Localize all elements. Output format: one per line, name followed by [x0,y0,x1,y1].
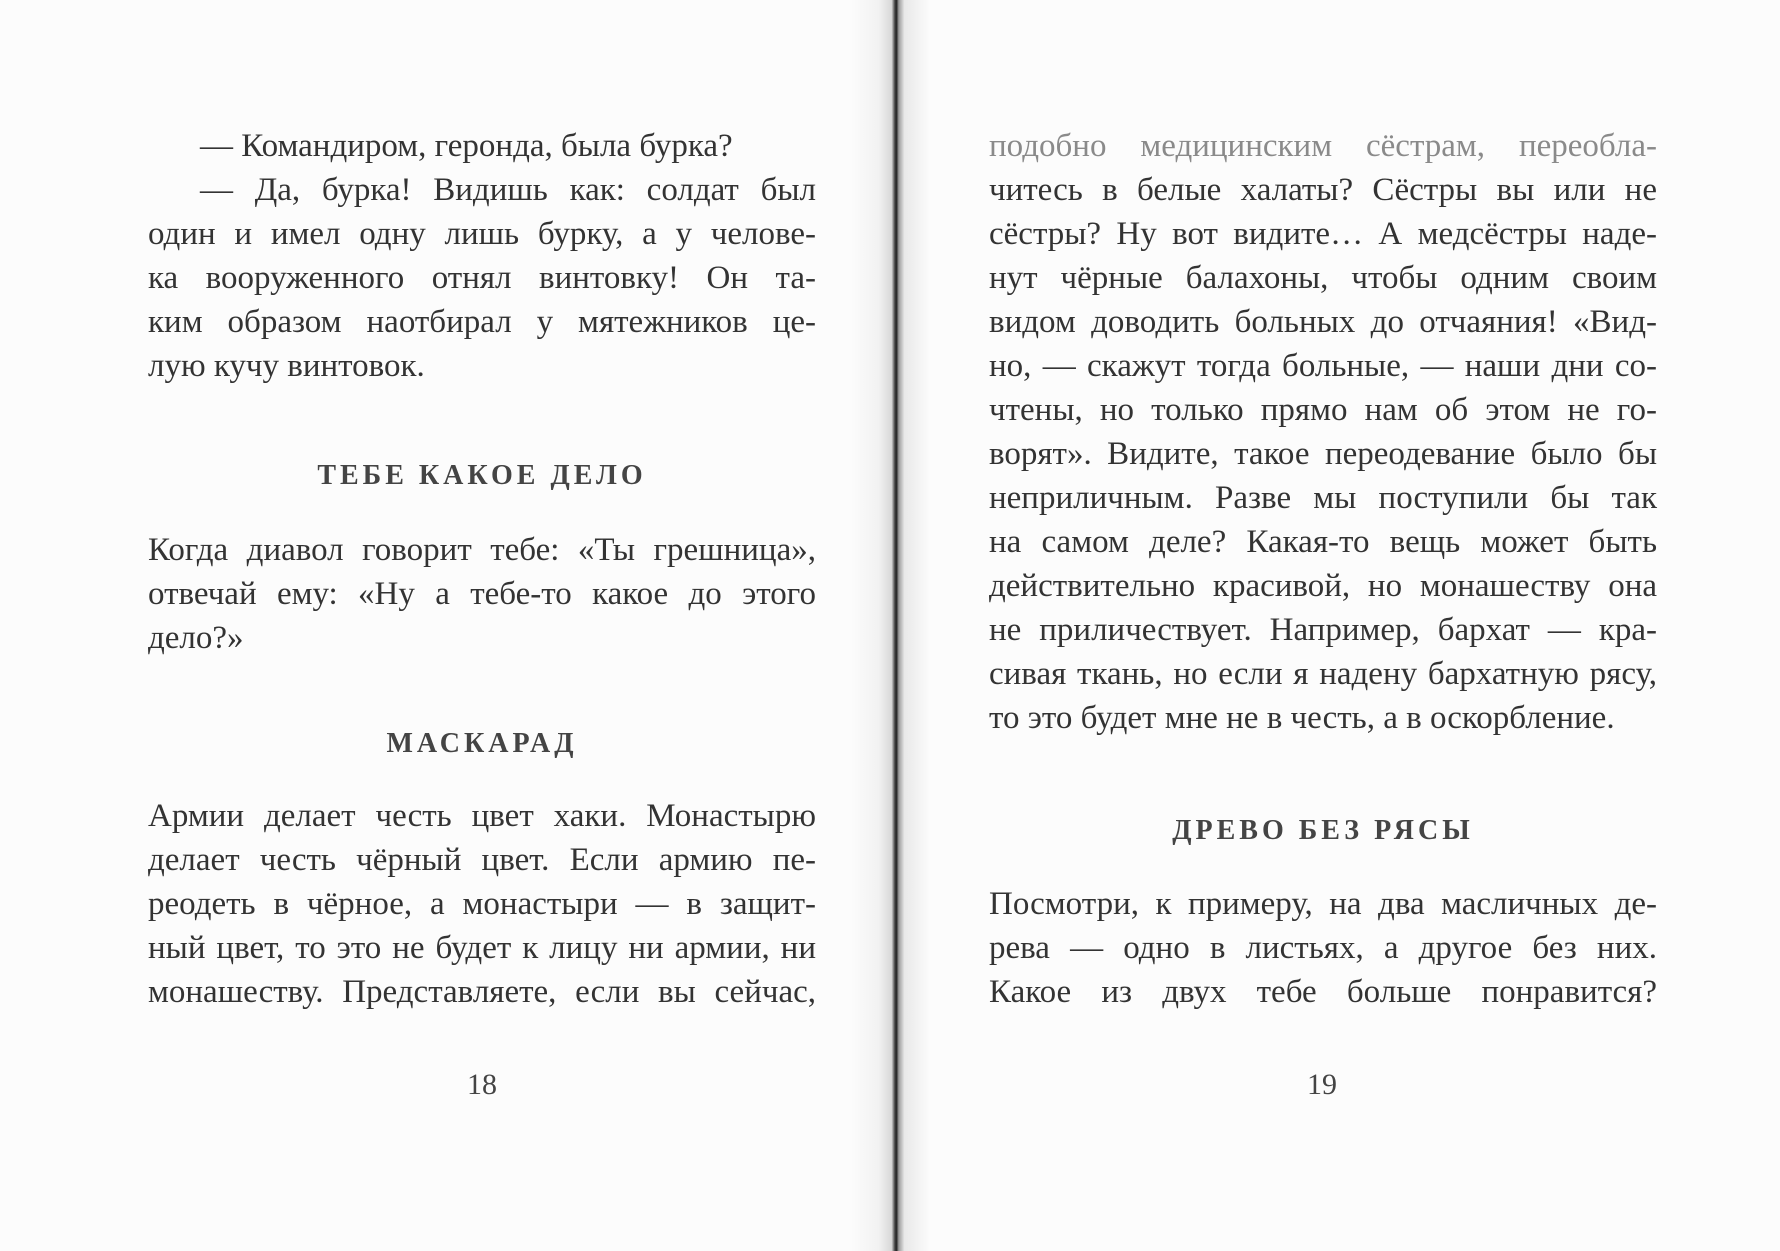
text-line: делает честь чёрный цвет. Если армию пе- [148,842,816,878]
text-line: — Командиром, геронда, была бурка? [200,128,733,164]
right-body-block [989,124,1657,740]
text-line: подобно медицинским сёстрам, переобла- [989,128,1657,164]
text-line: Армии делает честь цвет хаки. Монастырю [148,798,816,834]
text-line: ворят». Видите, такое переодевание было бы [989,436,1657,472]
text-line: дело?» [148,620,244,656]
text-line: реодеть в чёрное, а монастыри — в защит- [148,886,816,922]
text-line: читесь в белые халаты? Сёстры вы или не [989,172,1657,208]
text-line: но, — скажут тогда больные, — наши дни со- [989,348,1657,384]
text-line: ный цвет, то это не будет к лицу ни армии, ни [148,930,816,966]
page-number: 18 [467,1068,497,1101]
text-line: нут чёрные балахоны, чтобы одним своим [989,260,1657,296]
book-gutter [850,0,930,1251]
section-heading: ДРЕВО БЕЗ РЯСЫ [1172,815,1474,846]
text-line: монашеству. Представляете, если вы сейчас, [148,974,816,1010]
text-line: чтены, но только прямо нам об этом не го- [989,392,1657,428]
section-body [989,882,1657,1014]
text-line: действительно красивой, но монашеству она [989,568,1657,604]
text-line: один и имел одну лишь бурку, а у челове- [148,216,816,252]
section-heading: ТЕБЕ КАКОЕ ДЕЛО [317,460,647,491]
text-line: сивая ткань, но если я надену бархатную рясу, [989,656,1657,692]
text-line: лую кучу винтовок. [148,348,425,384]
section-body [148,528,816,660]
text-line: Посмотри, к примеру, на два масличных де- [989,886,1657,922]
text-line: рева — одно в листьях, а другое без них. [989,930,1657,966]
section-body [148,794,816,1014]
text-line: на самом деле? Какая-то вещь может быть [989,524,1657,560]
text-line: — Да, бурка! Видишь как: солдат был [200,172,816,208]
page-number: 19 [1307,1068,1337,1101]
text-line: неприличным. Разве мы поступили бы так [989,480,1657,516]
text-line: Какое из двух тебе больше понравится? [989,974,1657,1010]
text-line: сёстры? Ну вот видите… А медсёстры наде- [989,216,1657,252]
text-line: отвечай ему: «Ну а тебе-то какое до этого [148,576,816,612]
text-line: Когда диавол говорит тебе: «Ты грешница», [148,532,816,568]
left-dialogue-block [148,124,816,388]
text-line: ким образом наотбирал у мятежников це- [148,304,816,340]
section-heading: МАСКАРАД [386,728,578,759]
text-line: то это будет мне не в честь, а в оскорбление. [989,700,1615,736]
text-line: видом доводить больных до отчаяния! «Вид- [989,304,1657,340]
text-line: ка вооруженного отнял винтовку! Он та- [148,260,816,296]
text-line: не приличествует. Например, бархат — кра- [989,612,1657,648]
